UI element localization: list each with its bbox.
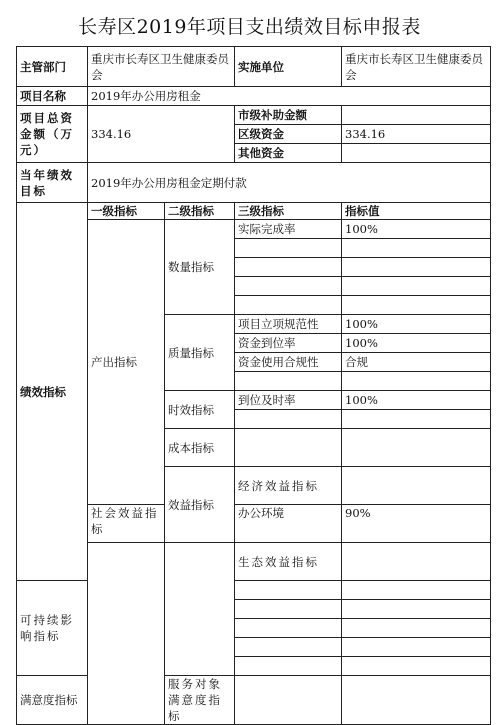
ql3-name: 资金使用合规性: [235, 353, 342, 372]
unit-value: 重庆市长寿区卫生健康委员会: [342, 47, 491, 87]
s1-name: 办公环境: [235, 505, 342, 543]
empty-cell: [235, 410, 342, 429]
empty-cell: [235, 239, 342, 258]
benefit-label: 效益指标: [165, 467, 235, 543]
goal-label: 当年绩效目标: [17, 163, 88, 203]
col2-header: 二级指标: [165, 203, 235, 220]
unit-label: 实施单位: [235, 47, 342, 87]
dept-label: 主管部门: [17, 47, 88, 87]
empty-cell: [235, 296, 342, 315]
empty-cell: [342, 467, 491, 505]
other-label: 其他资金: [235, 144, 342, 163]
performance-table: [16, 46, 491, 725]
social-label: 社会效益指标: [88, 505, 165, 543]
t1-name: 到位及时率: [235, 391, 342, 410]
eco-label: 生态效益指标: [235, 543, 342, 581]
empty-cell: [235, 657, 342, 676]
sustain-label: 可持续影响指标: [17, 581, 88, 676]
empty-cell: [342, 581, 491, 600]
goal-value: 2019年办公用房租金定期付款: [88, 163, 491, 203]
satisfaction-label: 满意度指标: [17, 676, 88, 725]
empty-cell: [235, 277, 342, 296]
empty-cell: [342, 239, 491, 258]
empty-cell: [342, 296, 491, 315]
ql1-value: 100%: [342, 315, 491, 334]
empty-cell: [165, 543, 235, 676]
empty-cell: [235, 600, 342, 619]
ql1-name: 项目立项规范性: [235, 315, 342, 334]
ql2-name: 资金到位率: [235, 334, 342, 353]
empty-cell: [342, 619, 491, 638]
col4-header: 指标值: [342, 203, 491, 220]
empty-cell: [342, 600, 491, 619]
empty-cell: [342, 676, 491, 725]
empty-cell: [342, 657, 491, 676]
empty-cell: [342, 277, 491, 296]
ql2-value: 100%: [342, 334, 491, 353]
empty-cell: [342, 429, 491, 467]
ql3-value: 合规: [342, 353, 491, 372]
quality-label: 质量指标: [165, 315, 235, 391]
empty-cell: [235, 429, 342, 467]
empty-cell: [342, 372, 491, 391]
empty-cell: [342, 638, 491, 657]
empty-cell: [235, 676, 342, 725]
service-label: 服务对象满意度指标: [165, 676, 235, 725]
empty-cell: [235, 638, 342, 657]
empty-cell: [342, 543, 491, 581]
district-value: 334.16: [342, 125, 491, 144]
empty-cell: [235, 372, 342, 391]
empty-cell: [88, 543, 165, 725]
t1-value: 100%: [342, 391, 491, 410]
output-label: 产出指标: [88, 220, 165, 505]
empty-cell: [235, 619, 342, 638]
econ-label: 经济效益指标: [235, 467, 342, 505]
other-value: [342, 144, 491, 163]
page-title: 长寿区2019年项目支出绩效目标申报表: [78, 16, 421, 38]
empty-cell: [235, 258, 342, 277]
col1-header: 一级指标: [88, 203, 165, 220]
funds-label: 项目总资金额（万元）: [17, 106, 88, 163]
section-label: 绩效指标: [17, 203, 88, 581]
project-label: 项目名称: [17, 87, 88, 106]
cost-label: 成本指标: [165, 429, 235, 467]
col3-header: 三级指标: [235, 203, 342, 220]
funds-value: 334.16: [88, 106, 235, 163]
empty-cell: [235, 581, 342, 600]
district-label: 区级资金: [235, 125, 342, 144]
empty-cell: [342, 410, 491, 429]
time-label: 时效指标: [165, 391, 235, 429]
quantity-label: 数量指标: [165, 220, 235, 315]
q1-name: 实际完成率: [235, 220, 342, 239]
city-label: 市级补助金额: [235, 106, 342, 125]
project-value: 2019年办公用房租金: [88, 87, 491, 106]
city-value: [342, 106, 491, 125]
empty-cell: [342, 258, 491, 277]
q1-value: 100%: [342, 220, 491, 239]
dept-value: 重庆市长寿区卫生健康委员会: [88, 47, 235, 87]
s1-value: 90%: [342, 505, 491, 543]
